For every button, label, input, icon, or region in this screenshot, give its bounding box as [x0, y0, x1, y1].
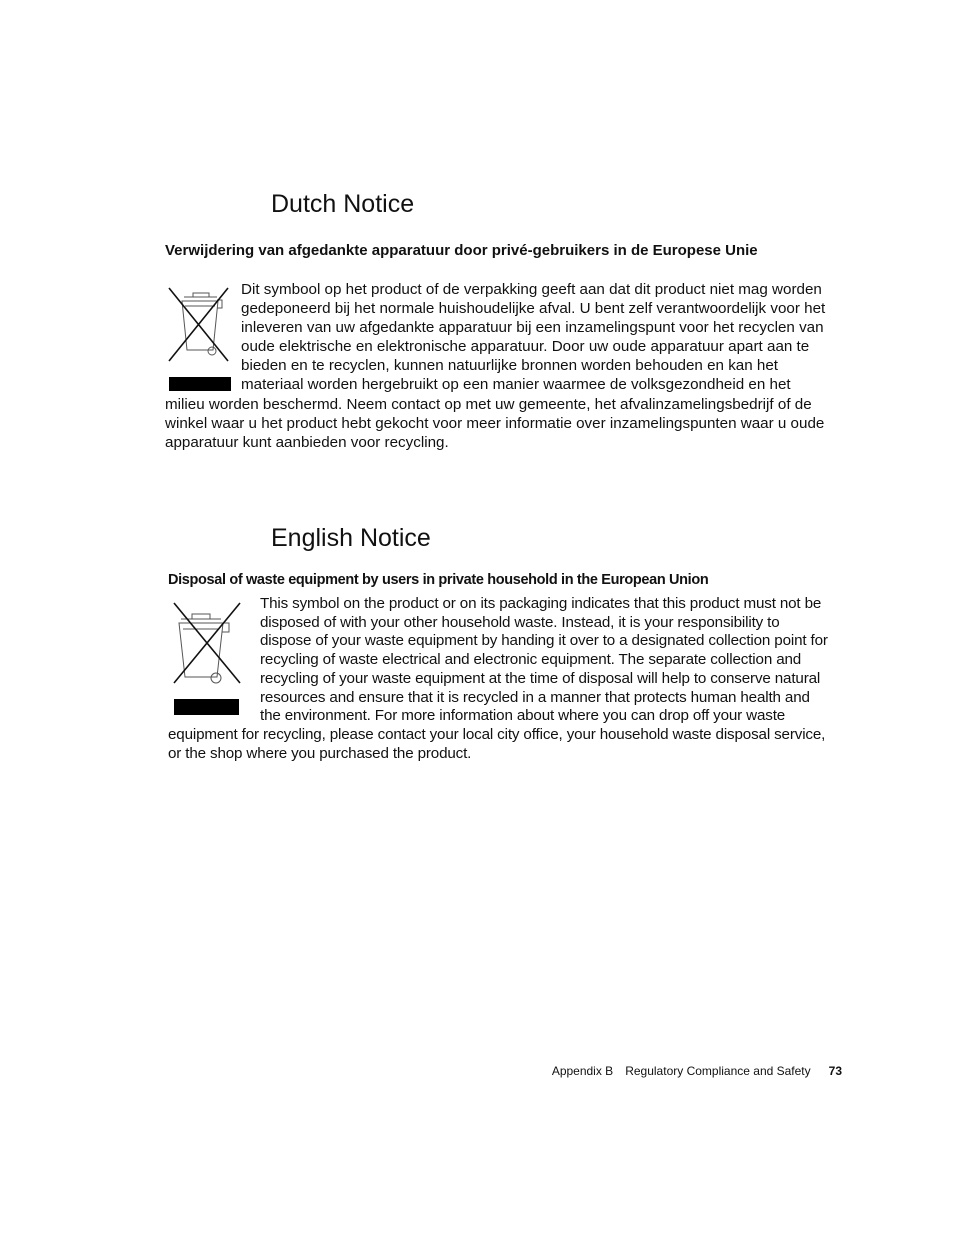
- english-notice-title: English Notice: [271, 524, 431, 552]
- english-notice-subheading: Disposal of waste equipment by users in private household in the European Union: [168, 572, 709, 588]
- dutch-notice-body: Dit symbool op het product of de verpakking geeft aan dat dit product niet mag worden gedeponeerd bij het normale huishoudelijke afval. U bent zelf verantwoordelijk voor het inleveren van uw afgedankte apparatuur bij een inzamelingspunt voor het recyclen van oude elektrische en elektronische apparatuur. Door uw oude apparatuur apart aan te bieden en te recyclen, kunnen natuurlijke bronnen worden behouden en kan het materiaal worden hergebruikt op een manier waarmee de volksgezondheid en het milieu worden beschermd. Neem contact op met uw gemeente, het afvalinzamelingsbedrijf of de winkel waar u het product hebt gekocht voor meer informatie over inzamelingspunten waar u oude apparatuur kunt aanbieden voor recycling.: [165, 281, 826, 451]
- dutch-notice-title: Dutch Notice: [271, 190, 415, 218]
- page-number: 73: [828, 1064, 842, 1078]
- footer-chapter-title: Regulatory Compliance and Safety: [625, 1064, 811, 1078]
- weee-bin-icon: [168, 595, 260, 719]
- dutch-notice-block: [165, 280, 829, 452]
- english-notice-block: [168, 595, 830, 763]
- page-footer: [552, 1064, 842, 1079]
- dutch-notice-subheading: Verwijdering van afgedankte apparatuur door privé-gebruikers in de Europese Unie: [165, 242, 758, 259]
- footer-appendix: Appendix B: [551, 1064, 614, 1078]
- english-notice-body: This symbol on the product or on its packaging indicates that this product must not be disposed of with your other household waste. Instead, it is your responsibility to dispose of your waste equipment by handing it over to a designated collection point for recycling of waste electrical and electronic equipment. The separate collection and recycling of your waste equipment at the time of disposal will help to conserve natural resources and ensure that it is recycled in a manner that protects human health and the environment. For more information about where you can drop off your waste equipment for recycling, please contact your local city office, your household waste disposal service, or the shop where you purchased the product.: [168, 595, 828, 762]
- weee-bin-icon: [165, 280, 241, 394]
